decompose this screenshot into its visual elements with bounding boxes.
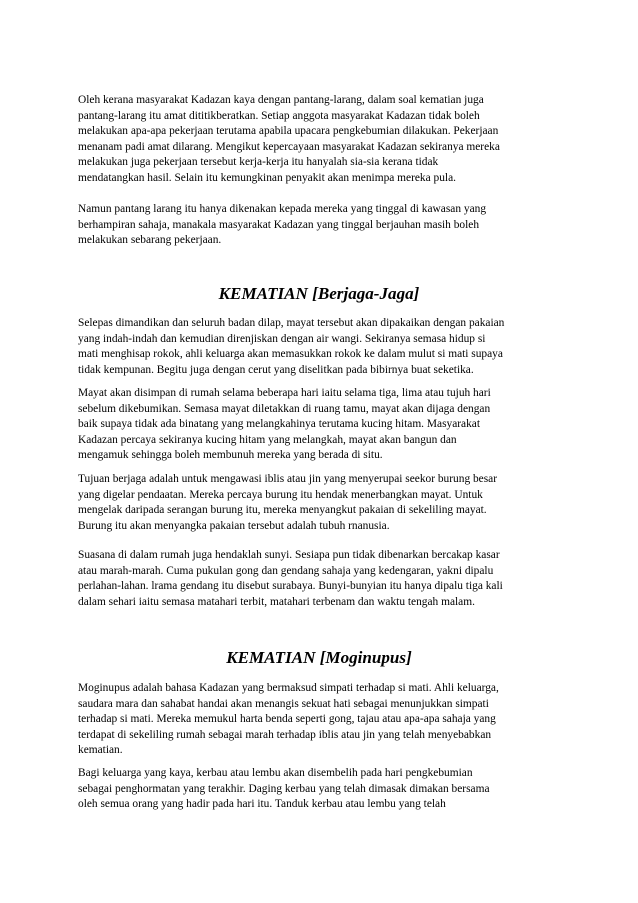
section-heading-berjaga-jaga: KEMATIAN [Berjaga-Jaga] xyxy=(218,284,420,303)
paragraph-suasana-rumah: Suasana di dalam rumah juga hendaklah sunyi. Sesiapa pun tidak dibenarkan bercakap kasar atau marah-marah. Cuma pukulan gong dan gendang sahaja yang kedengaran, yakni dipalu perlahan-lahan. lrama gendang itu disebut surabaya. Bunyi-bunyian itu hanya dipalu tiga kali dalam sehari iaitu semasa matahari terbit, matahari terbenam dan waktu tengah malam. xyxy=(78,549,503,608)
paragraph-keluarga-kaya: Bagi keluarga yang kaya, kerbau atau lembu akan disembelih pada hari pengkebumian sebagai penghormatan yang terakhir. Daging kerbau yang telah dimasak dimakan bersama oleh semua orang yang hadir pada hari itu. Tanduk kerbau atau lembu yang telah xyxy=(78,767,490,811)
paragraph-pantang-larang-kawasan: Namun pantang larang itu hanya dikenakan kepada mereka yang tinggal di kawasan yang berhampiran sahaja, manakala masyarakat Kadazan yang tinggal berjauhan masih boleh melakukan sebarang pekerjaan. xyxy=(78,203,487,247)
paragraph-mandi-mayat: Selepas dimandikan dan seluruh badan dilap, mayat tersebut akan dipakaikan dengan pakaian yang indah-indah dan kemudian direnjiskan dengan air wangi. Sekiranya semasa hidup si mati menghisap rokok, ahli keluarga akan memasukkan rokok ke dalam mulut si mati supaya tidak kempunan. Begitu juga dengan cerut yang diselitkan pada bibirnya buat seketika. xyxy=(78,317,505,376)
paragraph-tujuan-berjaga: Tujuan berjaga adalah untuk mengawasi iblis atau jin yang menyerupai seekor burung besar yang digelar pendaatan. Mereka percaya burung itu hendak menerbangkan mayat. Untuk mengelak daripada serangan burung itu, mereka menyangkut pakaian di sekeliling mayat. Burung itu akan menyangka pakaian tersebut adalah tubuh rnanusia. xyxy=(78,473,498,532)
berjaga-section-4 xyxy=(78,548,568,610)
paragraph-moginupus: Moginupus adalah bahasa Kadazan yang bermaksud simpati terhadap si mati. Ahli keluarga, saudara mara dan sahabat handai akan menangis sekuat hati sebagai menunjukkan simpati terhadap si mati. Mereka memukul harta benda seperti gong, tajau atau apa-apa sahaja yang terdapat di sekeliling rumah sebagai marah terhadap iblis atau jin yang telah menyebabkan kematian. xyxy=(78,682,499,757)
intro-section-2 xyxy=(78,202,568,249)
intro-section xyxy=(78,93,568,187)
paragraph-simpan-mayat: Mayat akan disimpan di rumah selama beberapa hari iaitu selama tiga, lima atau tujuh hari sebelum dikebumikan. Semasa mayat diletakkan di ruang tamu, mayat akan dijaga dengan baik supaya tidak ada binatang yang melangkahinya terutama kucing hitam. Masyarakat Kadazan percaya sekiranya kucing hitam yang melangkah, mayat akan bangun dan mengamuk sehingga boleh membunuh mereka yang berada di situ. xyxy=(78,387,491,462)
berjaga-section-3 xyxy=(78,472,568,534)
berjaga-section xyxy=(78,316,568,378)
moginupus-section-2 xyxy=(78,766,568,813)
berjaga-section-2 xyxy=(78,386,568,464)
moginupus-section xyxy=(78,681,568,759)
section-heading-moginupus: KEMATIAN [Moginupus] xyxy=(226,648,412,667)
paragraph-pantang-larang: Oleh kerana masyarakat Kadazan kaya dengan pantang-larang, dalam soal kematian juga pantang-larang itu amat dititikberatkan. Setiap anggota masyarakat Kadazan tidak boleh melakukan apa-apa pekerjaan terutama apabila upacara pengkebumian dilakukan. Pekerjaan menanam padi amat dilarang. Mengikut kepercayaan masyarakat Kadazan sekiranya mereka melakukan juga pekerjaan tersebut kerja-kerja itu hanyalah sia-sia kerana tidak mendatangkan hasil. Selain itu kemungkinan penyakit akan menimpa mereka pula. xyxy=(78,94,500,184)
